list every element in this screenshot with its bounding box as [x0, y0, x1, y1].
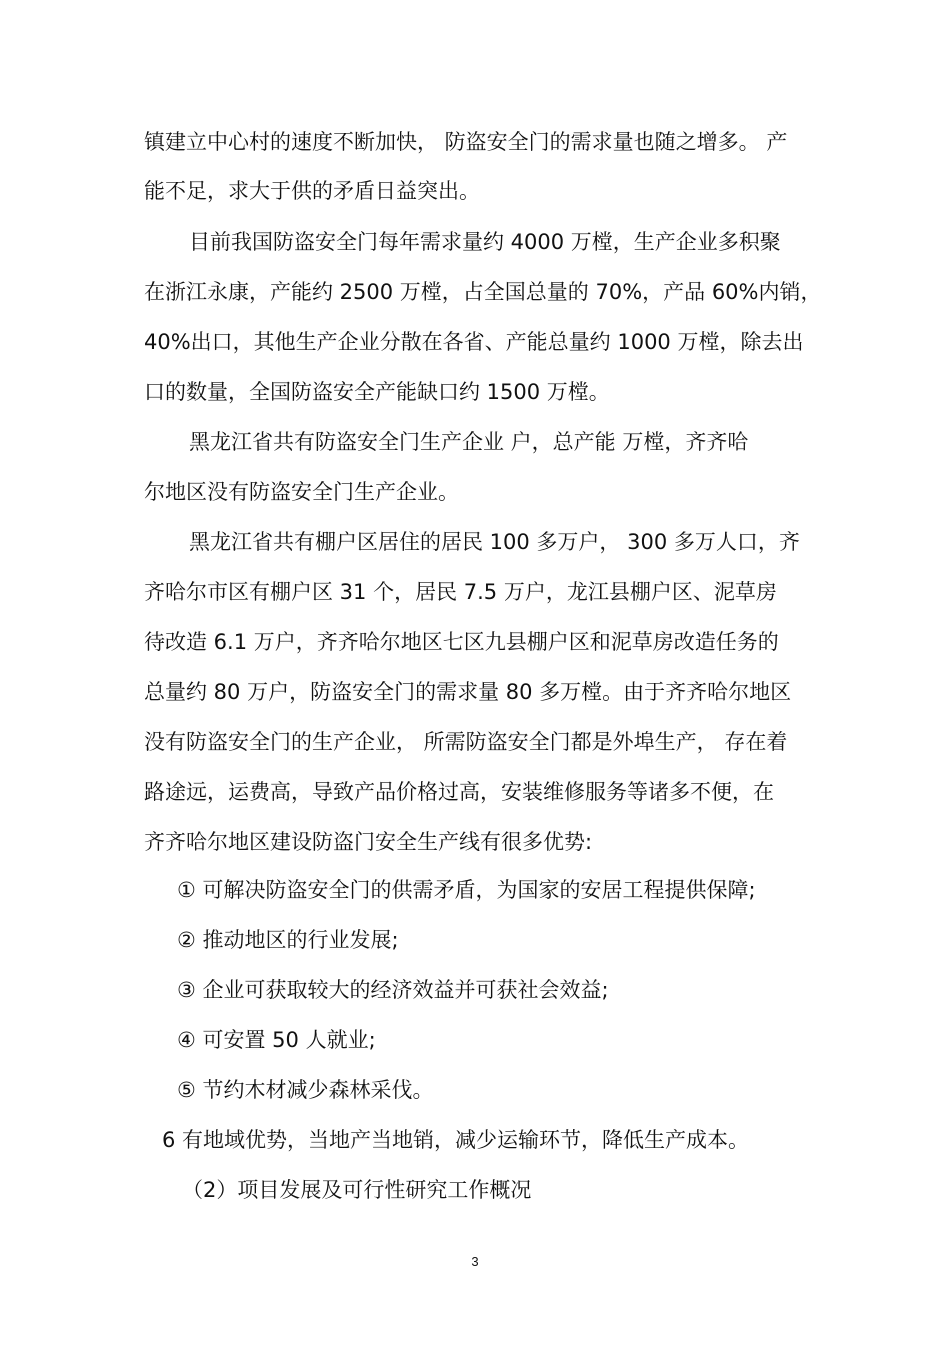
section-heading: （2）项目发展及可行性研究工作概况 — [182, 1178, 532, 1202]
list-item: ⑤ 节约木材减少森林采伐。 — [177, 1078, 434, 1102]
text-line: 尔地区没有防盗安全门生产企业。 — [144, 480, 459, 504]
text-line: 能不足，求大于供的矛盾日益突出。 — [144, 179, 480, 203]
text-line: 待改造 6.1 万户，齐齐哈尔地区七区九县棚户区和泥草房改造任务的 — [144, 630, 779, 654]
list-item: ③ 企业可获取较大的经济效益并可获社会效益; — [177, 978, 609, 1002]
page-number: 3 — [471, 1254, 479, 1269]
list-item: ① 可解决防盗安全门的供需矛盾，为国家的安居工程提供保障; — [177, 878, 756, 902]
text-line: 6 有地域优势，当地产当地销，减少运输环节，降低生产成本。 — [162, 1128, 750, 1152]
text-line: 黑龙江省共有棚户区居住的居民 100 多万户， 300 多万人口，齐 — [189, 530, 800, 554]
text-line: 齐哈尔市区有棚户区 31 个，居民 7.5 万户，龙江县棚户区、泥草房 — [144, 580, 777, 604]
text-line: 目前我国防盗安全门每年需求量约 4000 万樘，生产企业多积聚 — [189, 230, 781, 254]
list-item: ② 推动地区的行业发展; — [177, 928, 399, 952]
text-line: 40%出口，其他生产企业分散在各省、产能总量约 1000 万樘，除去出 — [144, 330, 804, 354]
text-line: 齐齐哈尔地区建设防盗门安全生产线有很多优势: — [144, 830, 593, 854]
text-line: 在浙江永康，产能约 2500 万樘，占全国总量的 70%，产品 60%内销， — [144, 280, 822, 304]
text-line: 镇建立中心村的速度不断加快， 防盗安全门的需求量也随之增多。 产 — [144, 130, 788, 154]
text-line: 口的数量，全国防盗安全产能缺口约 1500 万樘。 — [144, 380, 610, 404]
text-line: 路途远，运费高，导致产品价格过高，安装维修服务等诸多不便，在 — [144, 780, 774, 804]
text-line: 没有防盗安全门的生产企业， 所需防盗安全门都是外埠生产， 存在着 — [144, 730, 788, 754]
list-item: ④ 可安置 50 人就业; — [177, 1028, 376, 1052]
text-line: 总量约 80 万户，防盗安全门的需求量 80 多万樘。由于齐齐哈尔地区 — [144, 680, 792, 704]
text-line: 黑龙江省共有防盗安全门生产企业 户，总产能 万樘，齐齐哈 — [189, 430, 749, 454]
